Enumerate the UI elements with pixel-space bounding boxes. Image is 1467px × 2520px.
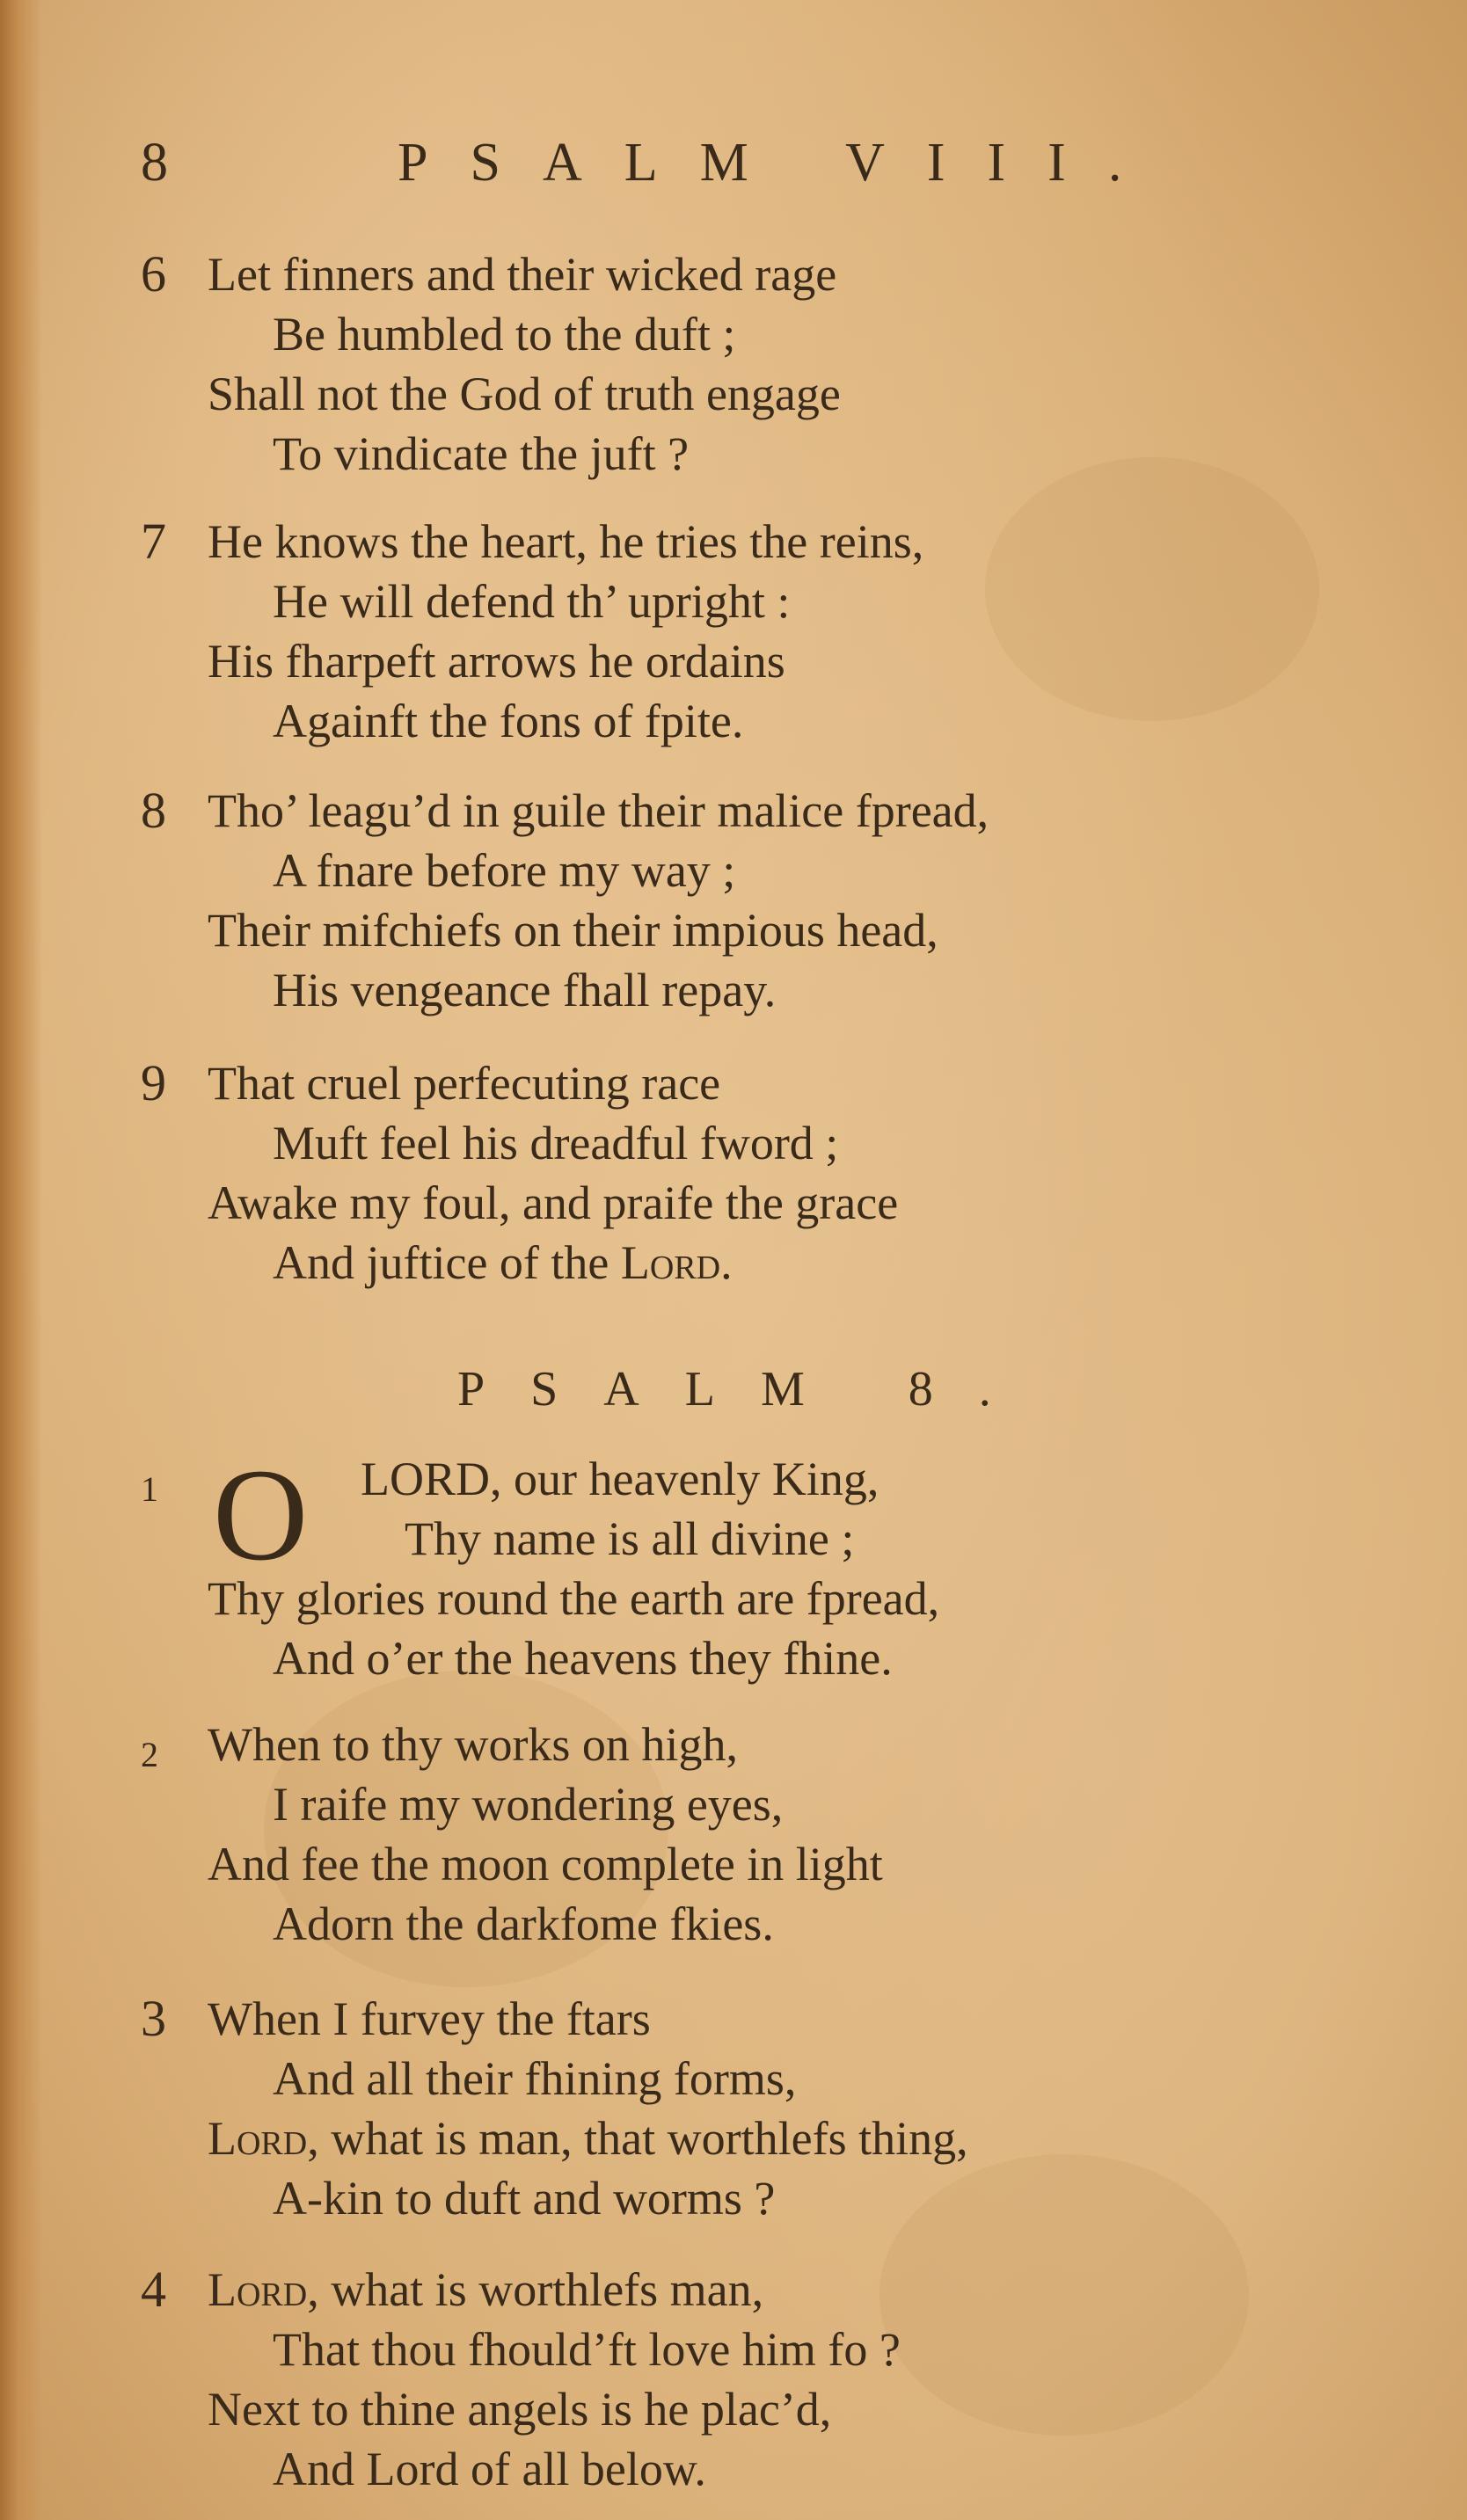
verse-line: Their mifchiefs on their impious head,: [208, 904, 938, 957]
verse-line: That cruel perfecuting race: [208, 1057, 721, 1110]
verse-text: , what is man, that worthlefs thing,: [307, 2112, 968, 2165]
stanza-number: 2: [141, 1735, 158, 1774]
verse-line: LORD, our heavenly King,: [361, 1453, 879, 1505]
verse-line: Awake my foul, and praife the grace: [208, 1176, 899, 1229]
stanza-number: 9: [141, 1054, 166, 1111]
verse-line: To vindicate the juft ?: [273, 427, 690, 480]
verse-line: Tho’ leagu’d in guile their malice fpread,: [208, 784, 989, 837]
page-edge: [0, 0, 42, 2520]
verse-line: A fnare before my way ;: [273, 844, 736, 897]
verse-line: Next to thine angels is he plac’d,: [208, 2383, 832, 2436]
verse-text: , what is worthlefs man,: [307, 2263, 764, 2316]
psalm8-verse-1: [141, 1442, 1284, 1688]
stanza-6: [141, 244, 1284, 484]
running-head: [141, 123, 1196, 202]
psalm8-verse-4: [141, 2260, 1284, 2499]
verse-line: Adorn the darkfome fkies.: [273, 1897, 774, 1950]
verse-line: [208, 2108, 1284, 2168]
verse-line: Be humbled to the duft ;: [273, 308, 736, 361]
verse-line: And o’er the heavens they fhine.: [273, 1632, 893, 1685]
verse-line: His vengeance fhall repay.: [273, 964, 777, 1016]
stanza-number: 6: [141, 245, 166, 302]
stanza-number: 7: [141, 513, 166, 570]
verse-line: Muft feel his dreadful fword ;: [273, 1117, 839, 1169]
stanza-9: [141, 1053, 1284, 1293]
psalm-heading: PSALM 8.: [457, 1362, 1037, 1417]
psalm8-verse-3: [141, 1989, 1284, 2228]
verse-line: He knows the heart, he tries the reins,: [208, 515, 924, 568]
lord-smallcaps: Lord: [208, 2263, 308, 2316]
drop-cap: O: [213, 1442, 309, 1588]
verse-line: And fee the moon complete in light: [208, 1838, 883, 1890]
verse-line: Thy glories round the earth are fpread,: [208, 1572, 940, 1625]
lord-smallcaps: Lord: [208, 2112, 308, 2165]
lord-smallcaps: Lord: [620, 1236, 721, 1289]
verse-line: And all their fhining forms,: [273, 2052, 797, 2105]
verse-line: I raife my wondering eyes,: [273, 1778, 784, 1831]
stanza-number: 4: [141, 2261, 166, 2318]
stanza-number: 1: [141, 1469, 158, 1509]
verse-line: Shall not the God of truth engage: [208, 368, 841, 420]
verse-line: A-kin to duft and worms ?: [273, 2172, 776, 2225]
verse-line: Againft the fons of fpite.: [273, 695, 744, 747]
verse-line: When to thy works on high,: [208, 1718, 738, 1771]
verse-line: [208, 2260, 1284, 2320]
verse-line: His fharpeft arrows he ordains: [208, 635, 785, 688]
stanza-number: 3: [141, 1990, 166, 2047]
verse-text: And juftice of the: [273, 1236, 609, 1289]
verse-line: And Lord of all below.: [273, 2443, 706, 2495]
stanza-7: [141, 512, 1284, 751]
verse-line: [273, 1233, 1284, 1293]
verse-line: That thou fhould’ft love him fo ?: [273, 2323, 901, 2376]
page-number: 8: [141, 133, 168, 193]
verse-punctuation: .: [720, 1236, 733, 1289]
psalm8-verse-2: [141, 1715, 1284, 1954]
verse-line: When I furvey the ftars: [208, 1992, 651, 2045]
verse-line: He will defend th’ upright :: [273, 575, 791, 628]
verse-line: Thy name is all divine ;: [405, 1512, 855, 1565]
stanza-number: 8: [141, 782, 166, 839]
verse-line: Let finners and their wicked rage: [208, 248, 837, 301]
stanza-8: [141, 781, 1284, 1020]
running-title: PSALM VIII.: [398, 133, 1164, 193]
